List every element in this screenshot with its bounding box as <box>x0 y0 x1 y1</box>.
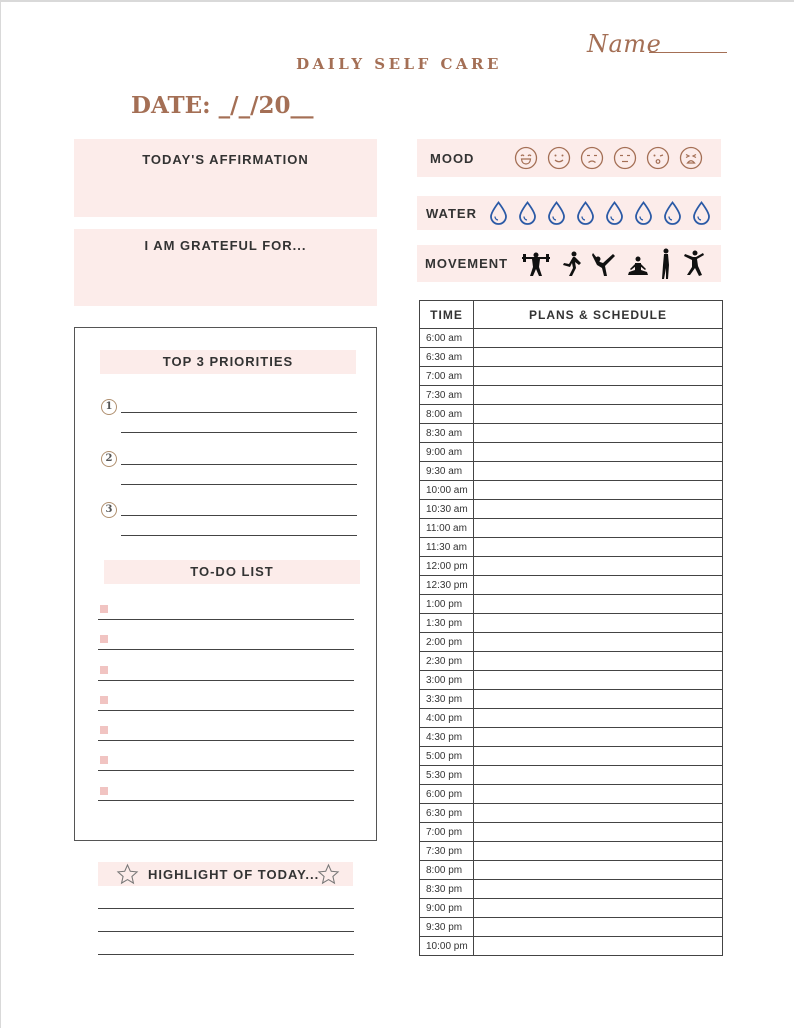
todo-line[interactable] <box>98 619 354 620</box>
schedule-row <box>420 443 723 462</box>
schedule-time: 10:00 am <box>420 481 474 500</box>
priority-number-2: 2 <box>101 451 117 467</box>
schedule-row <box>420 367 723 386</box>
schedule-plan-cell[interactable] <box>474 785 723 804</box>
schedule-plan-cell[interactable] <box>474 728 723 747</box>
schedule-plan-cell[interactable] <box>474 367 723 386</box>
schedule-time: 4:30 pm <box>420 728 474 747</box>
schedule-time: 4:00 pm <box>420 709 474 728</box>
todo-checkbox[interactable] <box>100 696 108 704</box>
schedule-row <box>420 595 723 614</box>
mood-icons <box>514 146 712 170</box>
schedule-time: 2:00 pm <box>420 633 474 652</box>
neutral-face-icon[interactable] <box>613 146 637 170</box>
todo-line[interactable] <box>98 680 354 681</box>
schedule-time: 6:30 am <box>420 348 474 367</box>
schedule-row <box>420 709 723 728</box>
priorities-heading: TOP 3 PRIORITIES <box>100 350 356 374</box>
schedule-time: 3:30 pm <box>420 690 474 709</box>
schedule-time: 11:30 am <box>420 538 474 557</box>
schedule-time: 7:00 pm <box>420 823 474 842</box>
schedule-plan-cell[interactable] <box>474 918 723 937</box>
schedule-plan-cell[interactable] <box>474 823 723 842</box>
todo-line[interactable] <box>98 740 354 741</box>
schedule-plan-cell[interactable] <box>474 329 723 348</box>
schedule-plan-cell[interactable] <box>474 500 723 519</box>
water-drop-icon[interactable] <box>576 201 595 225</box>
page-title: DAILY SELF CARE <box>296 55 502 73</box>
mood-tracker <box>417 139 721 177</box>
priorities-todo-frame <box>74 327 377 841</box>
name-label: Name <box>587 30 662 58</box>
todo-checkbox[interactable] <box>100 605 108 613</box>
schedule-plan-cell[interactable] <box>474 747 723 766</box>
star-icon <box>317 863 340 886</box>
schedule-time: 8:00 am <box>420 405 474 424</box>
highlight-heading: HIGHLIGHT OF TODAY... <box>148 867 320 882</box>
laughing-face-icon[interactable] <box>514 146 538 170</box>
schedule-time: 1:00 pm <box>420 595 474 614</box>
schedule-time: 7:30 am <box>420 386 474 405</box>
water-drop-icon[interactable] <box>634 201 653 225</box>
weightlifting-icon[interactable] <box>521 251 551 277</box>
priority-line[interactable] <box>121 484 357 485</box>
schedule-plan-cell[interactable] <box>474 386 723 405</box>
schedule-row <box>420 823 723 842</box>
priority-line[interactable] <box>121 432 357 433</box>
schedule-plan-cell[interactable] <box>474 899 723 918</box>
water-drop-icon[interactable] <box>489 201 508 225</box>
schedule-time: 6:00 am <box>420 329 474 348</box>
movement-tracker <box>417 245 721 282</box>
water-drop-icon[interactable] <box>605 201 624 225</box>
schedule-plan-cell[interactable] <box>474 519 723 538</box>
schedule-row <box>420 614 723 633</box>
schedule-row <box>420 747 723 766</box>
weary-face-icon[interactable] <box>679 146 703 170</box>
schedule-plan-cell[interactable] <box>474 443 723 462</box>
schedule-time: 12:30 pm <box>420 576 474 595</box>
running-icon[interactable] <box>560 251 582 277</box>
schedule-plan-cell[interactable] <box>474 576 723 595</box>
schedule-plan-cell[interactable] <box>474 348 723 367</box>
schedule-plan-cell[interactable] <box>474 937 723 956</box>
priority-number-3: 3 <box>101 502 117 518</box>
schedule-time: 3:00 pm <box>420 671 474 690</box>
schedule-time: 8:00 pm <box>420 861 474 880</box>
schedule-plan-cell[interactable] <box>474 557 723 576</box>
schedule-time: 1:30 pm <box>420 614 474 633</box>
schedule-row <box>420 652 723 671</box>
smiling-face-icon[interactable] <box>547 146 571 170</box>
schedule-plan-cell[interactable] <box>474 481 723 500</box>
affirmation-heading: TODAY'S AFFIRMATION <box>142 152 309 167</box>
schedule-plan-cell[interactable] <box>474 880 723 899</box>
schedule-row <box>420 462 723 481</box>
schedule-time: 6:30 pm <box>420 804 474 823</box>
todo-checkbox[interactable] <box>100 756 108 764</box>
todo-checkbox[interactable] <box>100 666 108 674</box>
schedule-plan-cell[interactable] <box>474 861 723 880</box>
schedule-row <box>420 481 723 500</box>
water-tracker <box>417 196 721 230</box>
schedule-row <box>420 899 723 918</box>
schedule-row <box>420 500 723 519</box>
water-drop-icon[interactable] <box>547 201 566 225</box>
schedule-time: 9:00 am <box>420 443 474 462</box>
todo-checkbox[interactable] <box>100 787 108 795</box>
schedule-plan-cell[interactable] <box>474 652 723 671</box>
movement-label: MOVEMENT <box>425 256 509 271</box>
schedule-header-row <box>420 301 723 329</box>
walking-icon[interactable] <box>659 248 673 280</box>
schedule-time: 12:00 pm <box>420 557 474 576</box>
schedule-row <box>420 671 723 690</box>
highlight-line[interactable] <box>98 908 354 909</box>
priority-line[interactable] <box>121 412 357 413</box>
water-drop-icon[interactable] <box>518 201 537 225</box>
schedule-row <box>420 576 723 595</box>
highlight-line[interactable] <box>98 954 354 955</box>
schedule-row <box>420 785 723 804</box>
schedule-time: 10:30 am <box>420 500 474 519</box>
schedule-row <box>420 538 723 557</box>
schedule-time: 8:30 am <box>420 424 474 443</box>
date-field[interactable]: DATE: _/_/20__ <box>131 92 314 119</box>
schedule-row <box>420 386 723 405</box>
winking-face-icon[interactable] <box>646 146 670 170</box>
schedule-plan-cell[interactable] <box>474 595 723 614</box>
schedule-row <box>420 690 723 709</box>
schedule-time: 5:00 pm <box>420 747 474 766</box>
jumping-icon[interactable] <box>682 249 706 279</box>
schedule-time: 9:30 pm <box>420 918 474 937</box>
schedule-row <box>420 519 723 538</box>
sad-face-icon[interactable] <box>580 146 604 170</box>
schedule-table <box>419 300 723 956</box>
schedule-plan-cell[interactable] <box>474 614 723 633</box>
todo-checkbox[interactable] <box>100 635 108 643</box>
schedule-row <box>420 804 723 823</box>
grateful-heading: I AM GRATEFUL FOR... <box>144 238 307 253</box>
movement-icons <box>521 248 715 280</box>
schedule-plan-cell[interactable] <box>474 424 723 443</box>
schedule-row <box>420 842 723 861</box>
schedule-row <box>420 880 723 899</box>
schedule-plan-cell[interactable] <box>474 804 723 823</box>
schedule-plan-cell[interactable] <box>474 671 723 690</box>
schedule-time: 10:00 pm <box>420 937 474 956</box>
water-drop-icon[interactable] <box>663 201 682 225</box>
schedule-row <box>420 405 723 424</box>
schedule-time: 7:30 pm <box>420 842 474 861</box>
mood-label: MOOD <box>430 150 475 166</box>
todo-line[interactable] <box>98 649 354 650</box>
time-column-header: TIME <box>420 301 474 329</box>
schedule-time: 6:00 pm <box>420 785 474 804</box>
schedule-time: 9:00 pm <box>420 899 474 918</box>
priority-line[interactable] <box>121 515 357 516</box>
schedule-row <box>420 766 723 785</box>
schedule-time: 2:30 pm <box>420 652 474 671</box>
water-label: WATER <box>426 205 477 221</box>
schedule-time: 9:30 am <box>420 462 474 481</box>
schedule-time: 5:30 pm <box>420 766 474 785</box>
priority-line[interactable] <box>121 535 357 536</box>
schedule-row <box>420 557 723 576</box>
schedule-row <box>420 424 723 443</box>
schedule-row <box>420 633 723 652</box>
schedule-time: 8:30 pm <box>420 880 474 899</box>
star-icon <box>116 863 139 886</box>
schedule-row <box>420 329 723 348</box>
schedule-plan-cell[interactable] <box>474 709 723 728</box>
schedule-row <box>420 861 723 880</box>
dancing-icon[interactable] <box>591 251 617 277</box>
highlight-line[interactable] <box>98 931 354 932</box>
priority-line[interactable] <box>121 464 357 465</box>
schedule-row <box>420 348 723 367</box>
schedule-plan-cell[interactable] <box>474 690 723 709</box>
todo-line[interactable] <box>98 800 354 801</box>
schedule-plan-cell[interactable] <box>474 842 723 861</box>
todo-line[interactable] <box>98 770 354 771</box>
schedule-time: 7:00 am <box>420 367 474 386</box>
todo-checkbox[interactable] <box>100 726 108 734</box>
schedule-plan-cell[interactable] <box>474 538 723 557</box>
plans-column-header: PLANS & SCHEDULE <box>474 301 723 329</box>
schedule-plan-cell[interactable] <box>474 405 723 424</box>
schedule-row <box>420 728 723 747</box>
schedule-plan-cell[interactable] <box>474 462 723 481</box>
affirmation-box[interactable] <box>74 139 377 217</box>
schedule-plan-cell[interactable] <box>474 633 723 652</box>
water-icons <box>489 201 721 225</box>
priority-number-1: 1 <box>101 399 117 415</box>
todo-line[interactable] <box>98 710 354 711</box>
schedule-row <box>420 937 723 956</box>
name-line[interactable] <box>649 52 727 53</box>
grateful-box[interactable] <box>74 229 377 306</box>
schedule-plan-cell[interactable] <box>474 766 723 785</box>
yoga-icon[interactable] <box>626 251 650 277</box>
schedule-time: 11:00 am <box>420 519 474 538</box>
water-drop-icon[interactable] <box>692 201 711 225</box>
schedule-row <box>420 918 723 937</box>
todo-heading: TO-DO LIST <box>104 560 360 584</box>
